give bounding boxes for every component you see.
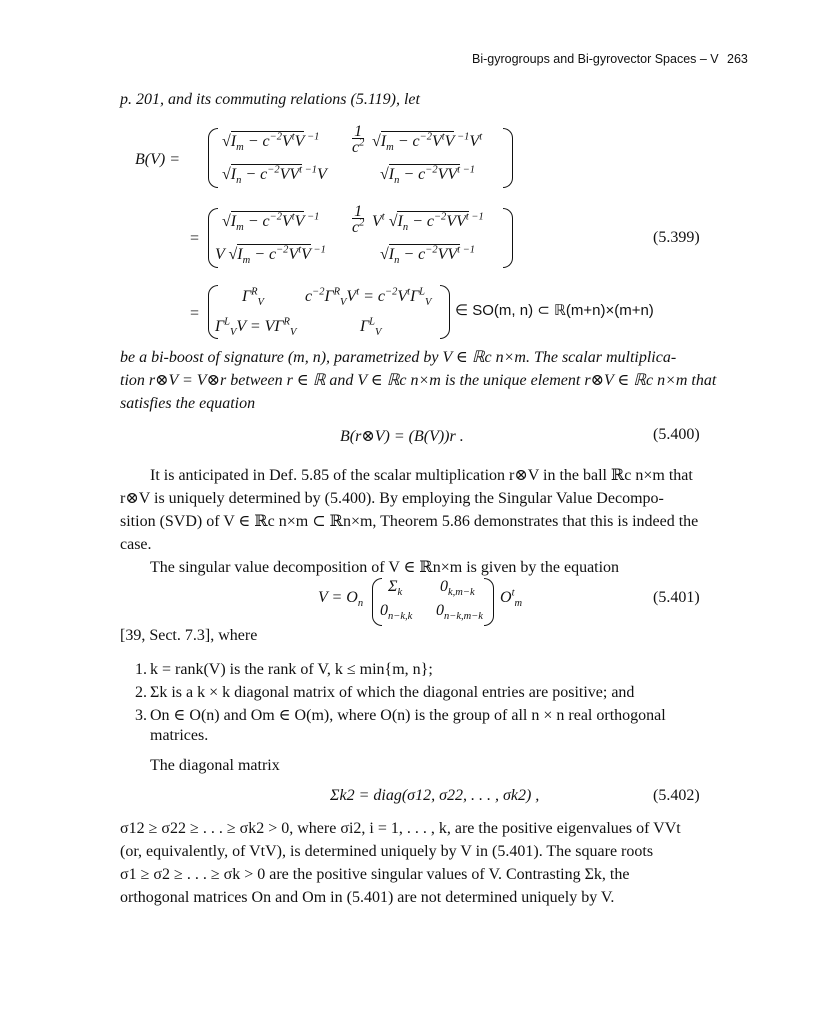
para2-line4: case. [120, 536, 152, 553]
para2-line2: r⊗V is uniquely determined by (5.400). By employing the Singular Value Decompo- [120, 490, 664, 507]
list-item-number: 1. [135, 661, 147, 678]
equation-number: (5.401) [653, 589, 700, 606]
list-item-number: 2. [135, 684, 147, 701]
running-title: Bi-gyrogroups and Bi-gyrovector Spaces – V [472, 52, 719, 66]
equation-number: (5.402) [653, 787, 700, 804]
equation-5-400: B(r⊗V) = (B(V))r . [340, 428, 464, 445]
list-item: Σk is a k × k diagonal matrix of which the diagonal entries are positive; and [150, 684, 635, 701]
list-item-number: 3. [135, 707, 147, 724]
para5-line3: σ1 ≥ σ2 ≥ . . . ≥ σk > 0 are the positive singular values of V. Contrasting Σk, the [120, 866, 630, 883]
list-item: k = rank(V) is the rank of V, k ≤ min{m, n}; [150, 661, 433, 678]
para1-line1: be a bi-boost of signature (m, n), parametrized by V ∈ ℝc n×m. The scalar multiplica- [120, 349, 677, 366]
equation-number: (5.400) [653, 426, 700, 443]
list-item: On ∈ O(n) and Om ∈ O(m), where O(n) is the group of all n × n real orthogonal matrices. [150, 707, 666, 744]
para4: The diagonal matrix [150, 757, 280, 774]
eq-lhs: B(V) = [135, 151, 180, 168]
para3: The singular value decomposition of V ∈ ℝn×m is given by the equation [150, 559, 620, 576]
intro-line: p. 201, and its commuting relations (5.119), let [120, 91, 420, 108]
membership: ∈ SO(m, n) ⊂ ℝ(m+n)×(m+n) [455, 302, 654, 319]
para2-line3: sition (SVD) of V ∈ ℝc n×m ⊂ ℝn×m, Theorem 5.86 demonstrates that this is indeed the [120, 513, 699, 530]
para1-line3: satisfies the equation [120, 395, 256, 412]
para2-line1: It is anticipated in Def. 5.85 of the scalar multiplication r⊗V in the ball ℝc n×m that [150, 467, 693, 484]
equation-number: (5.399) [653, 229, 700, 246]
para5-line4: orthogonal matrices On and Om in (5.401) are not determined uniquely by V. [120, 889, 615, 906]
para1-line2: tion r⊗V = V⊗r between r ∈ ℝ and V ∈ ℝc n×m is the unique element r⊗V ∈ ℝc n×m that [120, 372, 717, 389]
para5-line1: σ12 ≥ σ22 ≥ . . . ≥ σk2 > 0, where σi2, i = 1, . . . , k, are the positive eigenvalues of VVt [120, 820, 681, 837]
reference-line: [39, Sect. 7.3], where [120, 627, 258, 644]
para5-line2: (or, equivalently, of VtV), is determined uniquely by V in (5.401). The square roots [120, 843, 654, 860]
equation-5-402: Σk2 = diag(σ12, σ22, . . . , σk2) , [330, 787, 540, 804]
page-number: 263 [727, 52, 748, 66]
